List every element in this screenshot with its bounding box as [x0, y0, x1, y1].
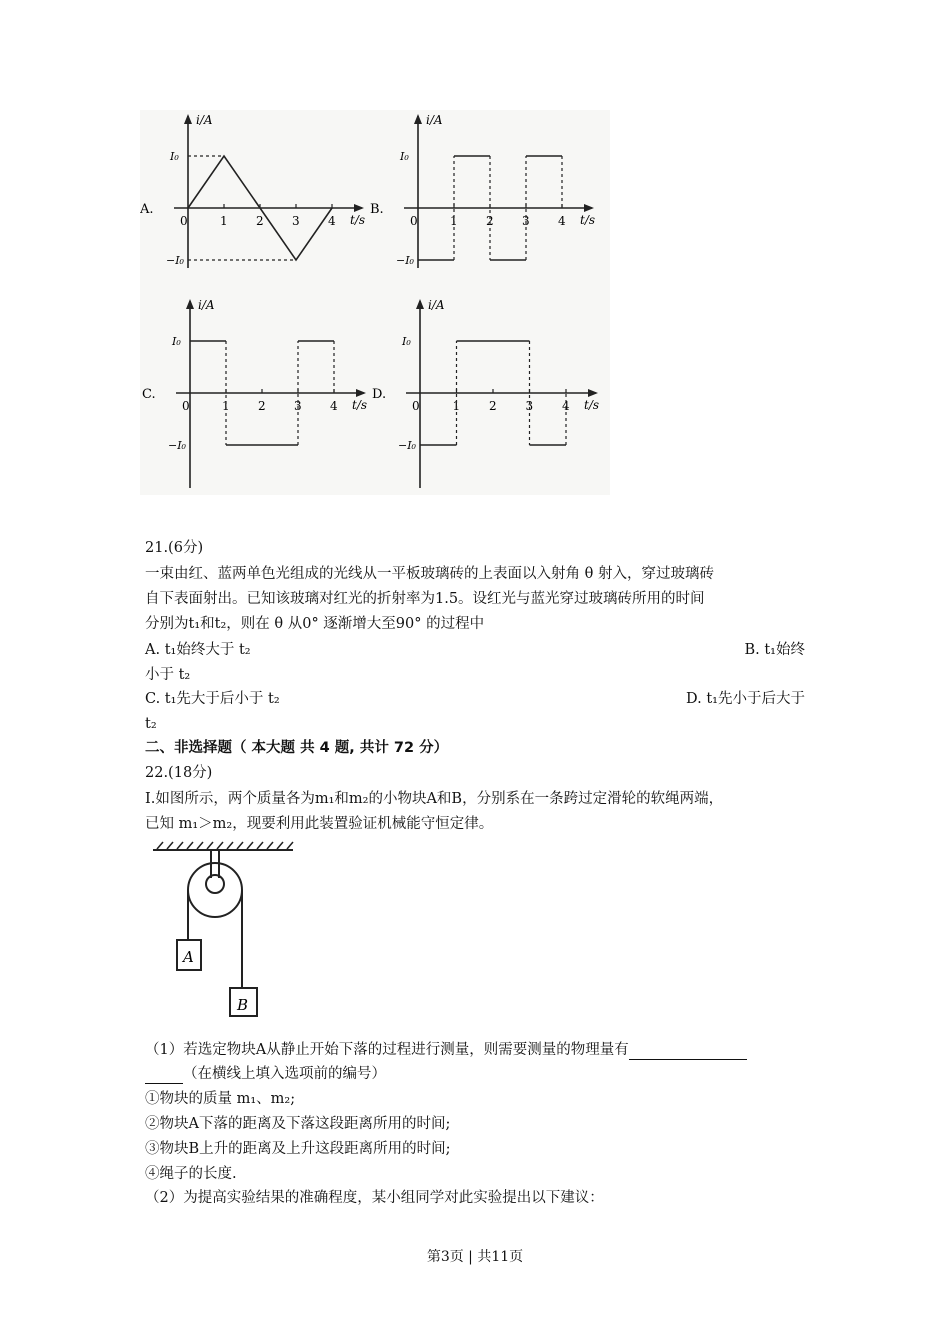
q21-text-line3: 分别为t₁和t₂，则在 θ 从0° 逐渐增大至90° 的过程中	[145, 616, 485, 632]
neg-i0-tick-label: −I₀	[168, 439, 186, 452]
q21-option-d: D. t₁先小于后大于	[686, 691, 805, 707]
x-tick-label: 1	[220, 214, 228, 228]
x-tick-label: 2	[486, 214, 494, 228]
q22-header: 22.(18分)	[145, 765, 213, 781]
q21-text-line1: 一束由红、蓝两单色光组成的光线从一平板玻璃砖的上表面以入射角 θ 射入，穿过玻璃砖	[145, 566, 714, 582]
answer-blank[interactable]	[629, 1045, 747, 1060]
origin-label: 0	[180, 214, 188, 228]
q22-item-3: ③物块B上升的距离及上升这段距离所用的时间;	[145, 1141, 451, 1157]
pulley-figure	[145, 838, 310, 1023]
q21-text-line2: 自下表面射出。已知该玻璃对红光的折射率为1.5。设红光与蓝光穿过玻璃砖所用的时间	[145, 591, 705, 607]
y-axis-arrow-icon	[186, 299, 194, 309]
block-b-label: B	[237, 996, 249, 1014]
x-tick-label: 2	[489, 399, 497, 413]
x-tick-label: 4	[558, 214, 566, 228]
x-tick-label: 4	[328, 214, 336, 228]
x-axis-arrow-icon	[584, 204, 594, 212]
q21-option-d-cont: t₂	[145, 716, 157, 732]
neg-i0-tick-label: −I₀	[398, 439, 416, 452]
y-axis-label: i/A	[196, 113, 213, 127]
x-axis-arrow-icon	[354, 204, 364, 212]
origin-label: 0	[182, 399, 190, 413]
q21-option-a: A. t₁始终大于 t₂	[145, 642, 251, 658]
current-time-graphs-figure	[140, 110, 610, 495]
page-footer: 第3页 | 共11页	[426, 1249, 524, 1265]
q22-part2: （2）为提高实验结果的准确程度，某小组同学对此实验提出以下建议：	[145, 1190, 604, 1206]
q22-part1-hint: （在横线上填入选项前的编号）	[183, 1066, 386, 1082]
x-tick-label: 4	[562, 399, 570, 413]
x-tick-label: 1	[222, 399, 230, 413]
panel-label: B.	[370, 202, 384, 217]
y-axis-arrow-icon	[184, 114, 192, 124]
q21-option-b: B. t₁始终	[744, 642, 805, 658]
q22-intro-line2: 已知 m₁＞m₂，现要利用此装置验证机械能守恒定律。	[145, 816, 494, 832]
y-axis-arrow-icon	[416, 299, 424, 309]
section2-title: 二、非选择题（ 本大题 共 4 题, 共计 72 分）	[145, 740, 449, 756]
x-tick-label: 3	[292, 214, 300, 228]
q22-part1-line2	[145, 1064, 386, 1084]
x-axis-arrow-icon	[588, 389, 598, 397]
q22-item-4: ④绳子的长度.	[145, 1166, 237, 1182]
y-axis-label: i/A	[428, 298, 445, 312]
origin-label: 0	[412, 399, 420, 413]
x-tick-label: 3	[294, 399, 302, 413]
x-tick-label: 3	[525, 399, 534, 413]
x-axis-label: t/s	[352, 398, 368, 412]
x-axis-label: t/s	[580, 213, 596, 227]
x-axis-label: t/s	[584, 398, 600, 412]
y-axis-arrow-icon	[414, 114, 422, 124]
i0-tick-label: I₀	[402, 335, 411, 348]
x-tick-label: 1	[452, 399, 461, 413]
q22-item-1: ①物块的质量 m₁、m₂;	[145, 1091, 296, 1107]
origin-label: 0	[410, 214, 418, 228]
neg-i0-tick-label: −I₀	[396, 254, 414, 267]
x-tick-label: 2	[258, 399, 266, 413]
y-axis-label: i/A	[198, 298, 215, 312]
answer-blank-cont[interactable]	[145, 1069, 183, 1084]
panel-label: A.	[140, 202, 154, 217]
i0-tick-label: I₀	[172, 335, 181, 348]
i0-tick-label: I₀	[400, 150, 409, 163]
q22-item-2: ②物块A下落的距离及下落这段距离所用的时间;	[145, 1116, 451, 1132]
block-a-label: A	[183, 948, 194, 966]
x-axis-arrow-icon	[356, 389, 366, 397]
i0-tick-label: I₀	[170, 150, 179, 163]
q22-part1-text: （1）若选定物块A从静止开始下落的过程进行测量，则需要测量的物理量有	[145, 1042, 629, 1058]
x-tick-label: 2	[256, 214, 264, 228]
y-axis-label: i/A	[426, 113, 443, 127]
q21-option-c: C. t₁先大于后小于 t₂	[145, 691, 280, 707]
q22-intro-line1: Ⅰ.如图所示，两个质量各为m₁和m₂的小物块A和B，分别系在一条跨过定滑轮的软绳两端，	[145, 791, 724, 807]
q21-header: 21.(6分)	[145, 540, 204, 556]
panel-label: C.	[142, 387, 156, 402]
x-tick-label: 1	[450, 214, 458, 228]
q22-part1-line1	[145, 1040, 747, 1060]
x-tick-label: 3	[522, 214, 530, 228]
x-axis-label: t/s	[350, 213, 366, 227]
panel-label: D.	[372, 387, 387, 402]
neg-i0-tick-label: −I₀	[166, 254, 184, 267]
x-tick-label: 4	[330, 399, 338, 413]
q21-option-b-cont: 小于 t₂	[145, 667, 191, 683]
